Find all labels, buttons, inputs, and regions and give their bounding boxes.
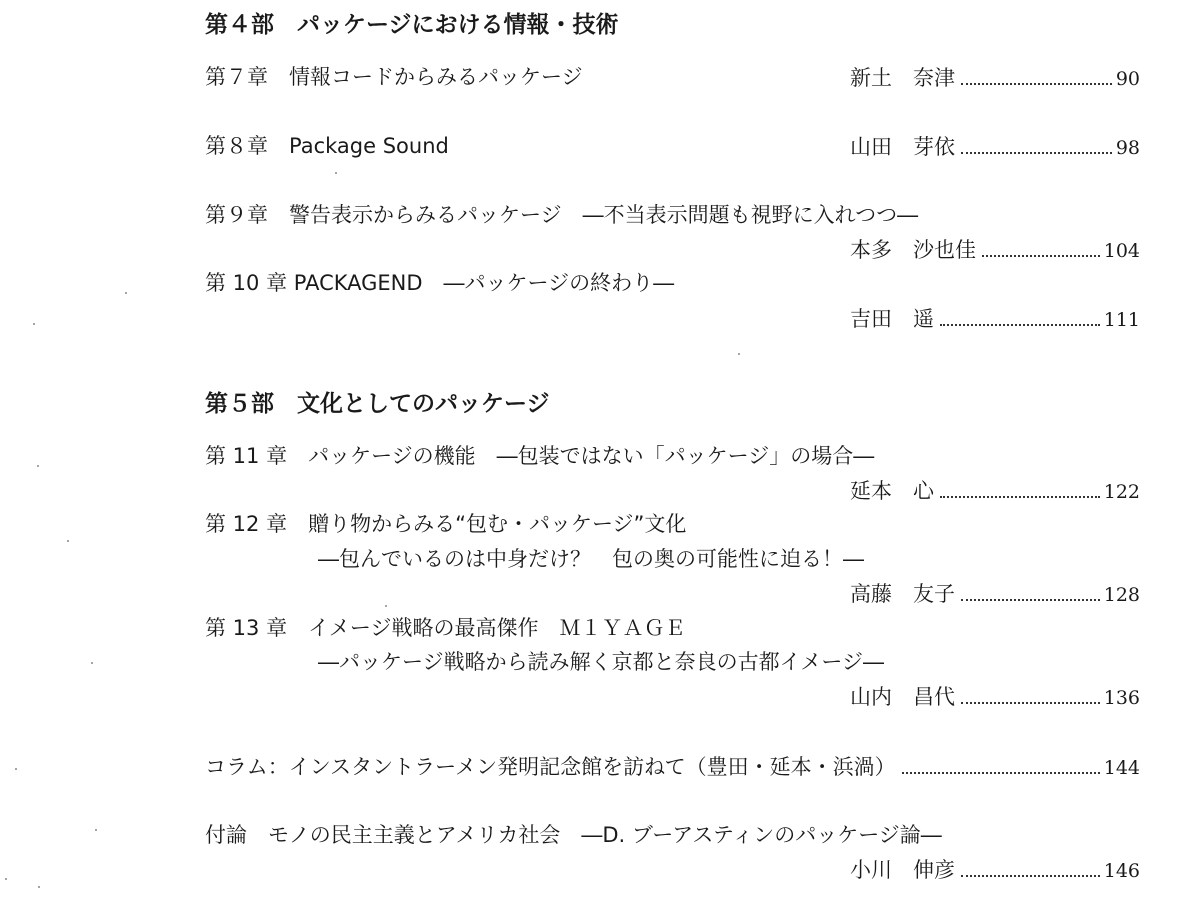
scan-speck xyxy=(738,353,740,355)
part5-title: 第５部 文化としてのパッケージ xyxy=(205,391,550,417)
dot-leader xyxy=(982,254,1100,257)
chapter13-author: 山内 昌代 xyxy=(850,685,955,709)
chapter11-page[interactable]: 122 xyxy=(1103,481,1140,503)
chapter13-author-line xyxy=(850,687,1140,708)
chapter8-author-line xyxy=(850,137,1140,158)
scan-speck xyxy=(67,540,69,542)
chapter10-title[interactable]: 第 10 章 PACKAGEND ―パッケージの終わり― xyxy=(205,271,675,295)
dot-leader xyxy=(961,701,1100,704)
chapter7-author-line xyxy=(850,68,1140,89)
chapter11-author-line xyxy=(850,481,1140,502)
chapter8-author: 山田 芽依 xyxy=(850,135,955,159)
chapter10-page[interactable]: 111 xyxy=(1103,309,1140,331)
scan-speck xyxy=(335,172,337,174)
column-title: コラム：インスタントラーメン発明記念館を訪ねて（豊田・延本・浜渦） xyxy=(205,755,896,779)
chapter7-page[interactable]: 90 xyxy=(1115,68,1140,90)
chapter11-author: 延本 心 xyxy=(850,479,934,503)
dot-leader xyxy=(902,771,1100,774)
chapter10-author: 吉田 遥 xyxy=(850,307,934,331)
appendix-title[interactable]: 付論 モノの民主主義とアメリカ社会 ―D. ブーアスティンのパッケージ論― xyxy=(205,823,942,847)
appendix-page[interactable]: 146 xyxy=(1103,860,1140,882)
chapter13-title[interactable]: 第 13 章 イメージ戦略の最高傑作 Ｍ１ＹＡＧＥ xyxy=(205,616,686,640)
scan-speck xyxy=(385,605,387,607)
scan-speck xyxy=(95,829,97,831)
scan-speck xyxy=(38,886,40,888)
chapter12-page[interactable]: 128 xyxy=(1103,584,1140,606)
chapter12-author-line xyxy=(850,584,1140,605)
dot-leader xyxy=(961,82,1112,85)
chapter8-page[interactable]: 98 xyxy=(1115,137,1140,159)
dot-leader xyxy=(961,598,1100,601)
chapter8-title[interactable]: 第８章 Package Sound xyxy=(205,134,449,158)
chapter9-author: 本多 沙也佳 xyxy=(850,238,976,262)
column-page[interactable]: 144 xyxy=(1103,757,1140,779)
chapter7-author: 新土 奈津 xyxy=(850,66,955,90)
chapter9-title[interactable]: 第９章 警告表示からみるパッケージ ―不当表示問題も視野に入れつつ― xyxy=(205,203,919,227)
chapter12-author: 高藤 友子 xyxy=(850,582,955,606)
chapter11-title[interactable]: 第 11 章 パッケージの機能 ―包装ではない「パッケージ」の場合― xyxy=(205,444,875,468)
chapter12-subtitle: ―包んでいるのは中身だけ？ 包の奥の可能性に迫る！― xyxy=(318,547,864,571)
scan-speck xyxy=(37,465,39,467)
scan-speck xyxy=(125,292,127,294)
dot-leader xyxy=(961,874,1100,877)
dot-leader xyxy=(940,323,1100,326)
chapter13-subtitle: ―パッケージ戦略から読み解く京都と奈良の古都イメージ― xyxy=(318,650,884,674)
scan-speck xyxy=(33,323,35,325)
chapter13-page[interactable]: 136 xyxy=(1103,687,1140,709)
part4-title: 第４部 パッケージにおける情報・技術 xyxy=(205,12,619,38)
chapter7-title[interactable]: 第７章 情報コードからみるパッケージ xyxy=(205,65,583,89)
column-entry[interactable] xyxy=(205,757,1140,778)
chapter12-title[interactable]: 第 12 章 贈り物からみる“包む・パッケージ”文化 xyxy=(205,512,687,536)
scan-speck xyxy=(5,878,7,880)
scan-speck xyxy=(15,768,17,770)
appendix-author-line xyxy=(850,860,1140,881)
appendix-author: 小川 伸彦 xyxy=(850,858,955,882)
scan-speck xyxy=(91,662,93,664)
chapter10-author-line xyxy=(850,309,1140,330)
dot-leader xyxy=(940,495,1100,498)
chapter9-page[interactable]: 104 xyxy=(1103,240,1140,262)
chapter9-author-line xyxy=(850,240,1140,261)
dot-leader xyxy=(961,151,1112,154)
